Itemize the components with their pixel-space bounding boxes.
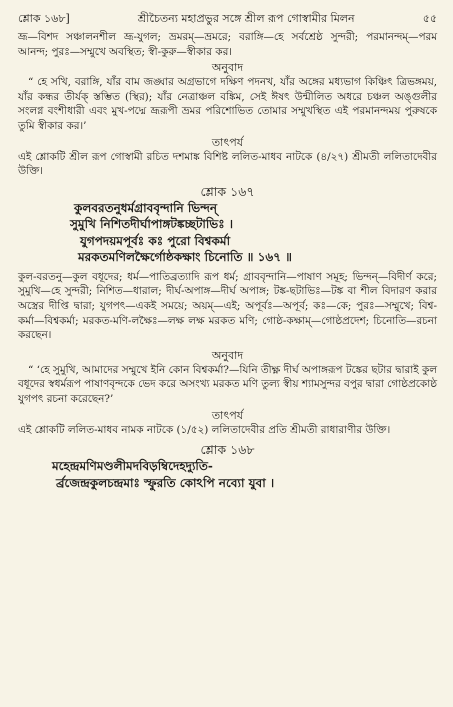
anuvad-heading-166: অনুবাদ (211, 61, 244, 75)
verse-heading-168: শ্লোক ১৬৮ (200, 442, 255, 458)
verse-168-line-1: মহেন্দ্রমণিমণ্ডলীমদবিড়ম্বিদেহদ্যুতি- (52, 459, 213, 474)
verse-167-line-4: মরকতমণিলক্ষৈর্গোষ্ঠকক্ষাং চিনোতি ॥ ১৬৭ ॥ (78, 250, 292, 265)
verse-168-line-2: র্ব্রজেন্দ্রকুলচন্দ্রমাঃ স্ফুরতি কোঽপি নব্যো যুবা । (56, 475, 275, 490)
verse-heading-167: শ্লোক ১৬৭ (200, 183, 255, 199)
tatparya-heading-167: তাৎপর্য (211, 408, 244, 422)
header-chapter-title: শ্রীচৈতন্য মহাপ্রভুর সঙ্গে শ্রীল রূপ গোস্বামীর মিলন (137, 12, 355, 25)
word-gloss-166: ভ্রূ—বিশদ সঞ্চালনশীল ভ্রূ-যুগল; ভ্রমরম্—ভ্রমরে; বরাঙ্গি—হে সর্বশ্রেষ্ঠ সুন্দরী; পরমানন্দম্—পরম আনন্দ; পুরঃ—সম্মুখে অবস্থিত; স্বী-কুরু—স্বীকার কর। (18, 31, 437, 58)
tatparya-text-167: এই শ্লোকটি ললিত-মাধব নামক নাটকে (১/৫২) ললিতাদেবীর প্রতি শ্রীমতী রাধারাণীর উক্তি। (18, 423, 391, 436)
tatparya-text-166: এই শ্লোকটি শ্রীল রূপ গোস্বামী রচিত দশমাঙ্ক বিশিষ্ট ললিত-মাধব নাটকে (৪/২৭) শ্রীমতী ললিতাদেবীর উক্তি। (18, 150, 437, 178)
header-verse-ref: শ্লোক ১৬৮] (18, 12, 70, 25)
anuvad-text-166: “ হে সখি, বরাঙ্গি, যাঁর বাম জঙ্ঘার অগ্রভাগে দক্ষিণ পদনখ, যাঁর অঙ্গের মধ্যভাগ কিঞ্চিৎ ত্রিভঙ্গময়, যাঁর কন্ধর তীর্যক্ স্তম্ভিত (স্থির); যাঁর নেত্রাঞ্চল বঙ্কিম, সেই ঈষৎ উন্মীলিত অধরে চঞ্চল অঙ্গুলীর সংলগ্ন বংশীধারী এবং মুখ-পদ্মে ভ্রূরূপী ভ্রমর পরিশোভিত তোমার সম্মুখস্থিত এই পরমানন্দময় পুরুষকে তুমি স্বীকার কর।’ (18, 76, 437, 132)
verse-167-line-1: কুলবরতনুধর্মগ্রাববৃন্দানি ভিন্দন্ (74, 200, 218, 215)
page-header (18, 12, 437, 26)
tatparya-heading-166: তাৎপর্য (211, 135, 244, 149)
anuvad-heading-167: অনুবাদ (211, 348, 244, 362)
page-number: ৫৫ (422, 12, 437, 25)
word-gloss-167: কুল-বরতনু—কুল বধূদের; ধর্ম—পাতিব্রত্যাদি রূপ ধর্ম; গ্রাববৃন্দানি—পাষাণ সমূহ; ভিন্দন্—বিদীর্ণ করে; সুমুখি—হে সুন্দরী; নিশিত—ধারাল; দীর্ঘ-অপাঙ্গ—দীর্ঘ অপাঙ্গ; টঙ্ক-ছটাভিঃ—টঙ্ক বা শীল বিদারণ করার অস্ত্রের দীপ্তি দ্বারা; যুগপৎ—একই সময়ে; অয়ম্—এই; অপূর্বঃ—অপূর্ব; কঃ—কে; পুরঃ—সম্মুখে; বিশ্ব-কর্মা—বিশ্বকর্মা; মরকত-মণি-লক্ষৈঃ—লক্ষ লক্ষ মরকত মণি; গোষ্ঠ-কক্ষাম্—গোষ্ঠপ্রদেশ; চিনোতি—রচনা করছেন। (18, 270, 437, 342)
verse-167-line-2: সুমুখি নিশিতদীর্ঘাপাঙ্গটঙ্কচ্ছটাভিঃ । (70, 217, 234, 232)
anuvad-text-167: “ ‘হে সুমুখি, আমাদের সম্মুখে ইনি কোন বিশ্বকর্মা?—যিনি তীক্ষ্ণ দীর্ঘ অপাঙ্গরূপ টঙ্কের ছটার দ্বারাই কুল বধূদের স্বধর্মরূপ পাষাণবৃন্দকে ভেদ করে অসংখ্য মরকত মণি তুল্য স্বীয় শ্যামসুন্দর বপুর দ্বারা গোষ্ঠপ্রকোষ্ঠ যুগপৎ রচনা করেছেন?’ (18, 363, 437, 405)
verse-167-line-3: যুগপদয়মপূর্বঃ কঃ পুরো বিশ্বকর্মা (80, 233, 231, 248)
